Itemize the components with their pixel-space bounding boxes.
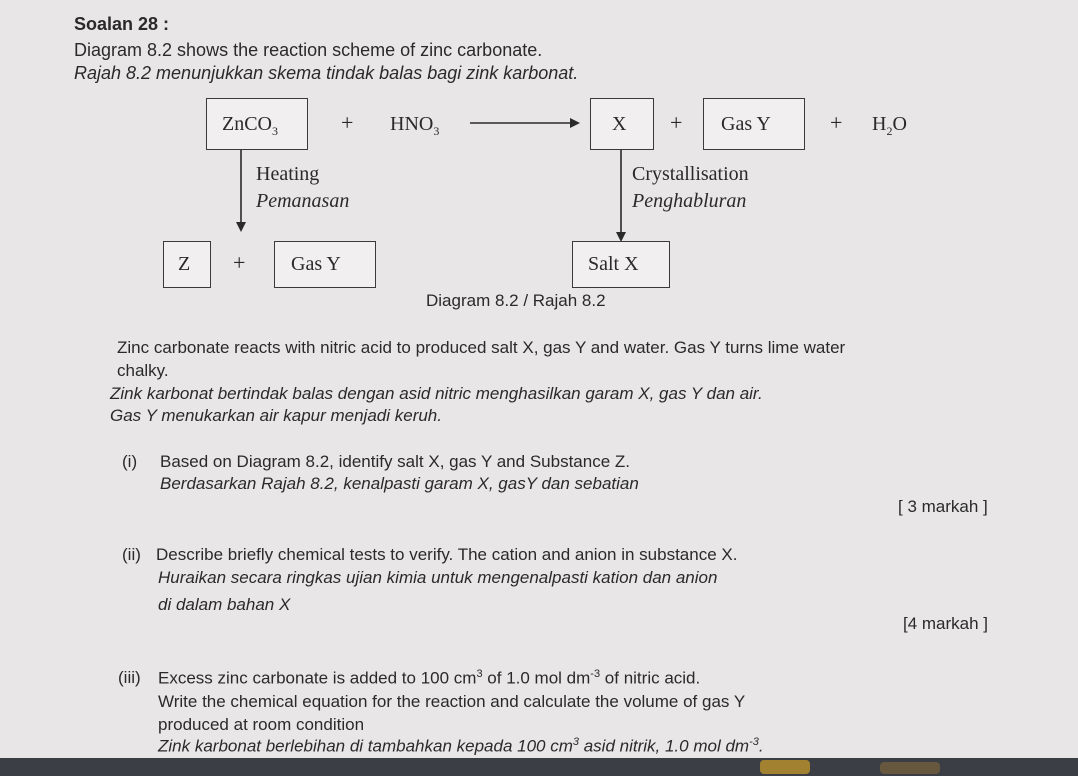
question-3-english-line3: produced at room condition [158,715,365,734]
diagram-caption: Diagram 8.2 / Rajah 8.2 [426,291,606,310]
question-1-malay: Berdasarkan Rajah 8.2, kenalpasti garam X, gasY dan sebatian [160,474,639,493]
passage-english-line2: chalky. [117,361,169,380]
question-2-english: Describe briefly chemical tests to verify. The cation and anion in substance X. [156,545,738,564]
heating-arrow-icon [234,150,248,232]
question-3-malay: Zink karbonat berlebihan di tambahkan kepada 100 $cm^3$ asid nitrik, 1.0 mol $dm^{-3}$. [158,736,764,756]
passage-english-line1: Zinc carbonate reacts with nitric acid to produced salt X, gas Y and water. Gas Y turns lime water [117,338,846,357]
plus-sign: + [233,250,246,275]
question-2-malay-line1: Huraikan secara ringkas ujian kimia untuk mengenalpasti kation dan anion [158,568,718,587]
question-3-english-line2: Write the chemical equation for the reaction and calculate the volume of gas Y [158,692,746,711]
crystallisation-arrow-icon [614,150,628,242]
gas-y-label-2: Gas Y [291,253,341,275]
intro-malay: Rajah 8.2 menunjukkan skema tindak balas bagi zink karbonat. [74,63,579,83]
plus-sign: + [830,110,843,135]
water-formula: $H_2O$ [872,113,907,138]
question-3-english-line1: Excess zinc carbonate is added to 100 $cm^3$ of 1.0 mol $dm^{-3}$ of nitric acid. [158,668,701,688]
product-x-label: X [612,113,627,135]
reaction-arrow-icon [470,116,580,130]
intro-english: Diagram 8.2 shows the reaction scheme of zinc carbonate. [74,40,543,60]
crystallisation-label: Crystallisation [632,163,749,185]
question-1-marks: [ 3 markah ] [898,497,988,516]
light-reflection [880,762,940,774]
heating-label: Heating [256,163,320,185]
plus-sign: + [341,110,354,135]
question-label: Soalan 28 : [74,14,170,34]
passage-malay-line1: Zink karbonat bertindak balas dengan asid nitric menghasilkan garam X, gas Y dan air. [110,384,763,403]
salt-x-label: Salt X [588,253,639,275]
substance-z-label: Z [178,253,191,275]
question-1-number: (i) [122,452,138,471]
crystallisation-label-malay: Penghabluran [632,190,747,212]
screen-bottom-edge [0,758,1078,776]
light-reflection [760,760,810,774]
heating-label-malay: Pemanasan [256,190,350,212]
nitric-acid-formula: $HNO_3$ [390,113,440,138]
plus-sign: + [670,110,683,135]
question-2-marks: [4 markah ] [903,614,989,633]
question-2-number: (ii) [122,545,141,564]
question-1-english: Based on Diagram 8.2, identify salt X, gas Y and Substance Z. [160,452,630,471]
gas-y-label: Gas Y [721,113,771,135]
question-3-number: (iii) [118,668,141,687]
question-2-malay-line2: di dalam bahan X [158,595,291,614]
passage-malay-line2: Gas Y menukarkan air kapur menjadi keruh. [110,406,442,425]
zinc-carbonate-formula: ZnCO$_3$ [222,113,278,138]
